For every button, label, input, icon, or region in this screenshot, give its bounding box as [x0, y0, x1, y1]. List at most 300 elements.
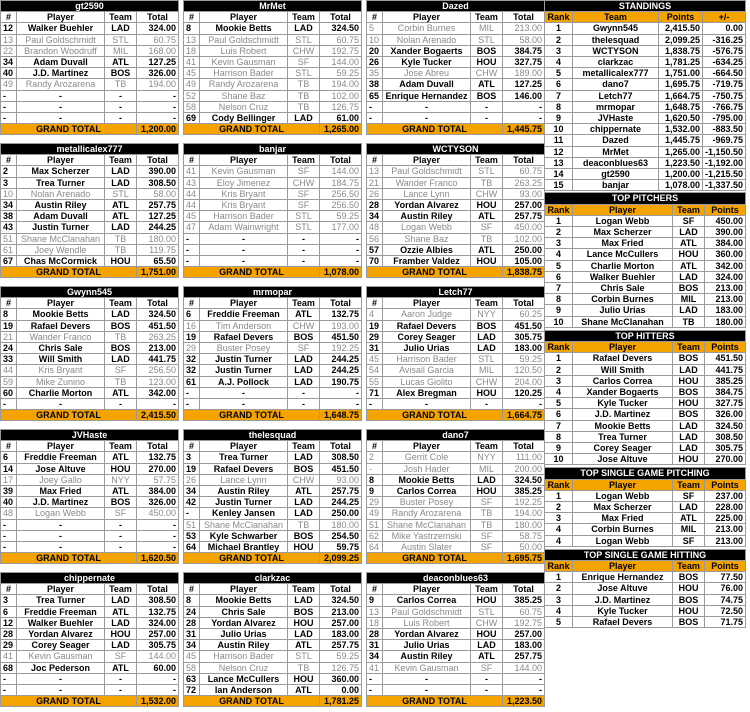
player-team: LAD [471, 343, 503, 354]
team-name: thelesquad [573, 34, 659, 45]
player-team: HOU [471, 387, 503, 398]
table-row [184, 617, 362, 628]
table-row [1, 90, 179, 101]
player-total: 58.75 [503, 530, 545, 541]
player-total: 308.50 [137, 595, 179, 606]
player-team: BOS [105, 343, 137, 354]
player-team: BOS [471, 90, 503, 101]
player-team: ATL [288, 486, 320, 497]
player-name: Jose Altuve [573, 583, 673, 594]
player-team: LAD [673, 271, 705, 282]
team-table [366, 429, 544, 564]
table-row [1, 651, 179, 662]
player-name: Wander Franco [383, 177, 471, 188]
table-row [184, 343, 362, 354]
col-header-total: Total [320, 12, 362, 23]
points: 450.00 [705, 215, 746, 226]
table-row [1, 542, 179, 553]
col-header-num: # [1, 155, 17, 166]
table-row [545, 34, 746, 45]
player-team: STL [105, 34, 137, 45]
player-number: - [1, 685, 17, 696]
table-row [184, 211, 362, 222]
table-row [367, 68, 545, 79]
team-roster-table [366, 429, 545, 564]
player-total: 256.50 [320, 200, 362, 211]
player-name: Avisail Garcia [383, 365, 471, 376]
table-row [545, 583, 746, 594]
player-total: 144.00 [137, 651, 179, 662]
table-row [184, 685, 362, 696]
player-name: Rafael Devers [573, 616, 673, 627]
player-name: Trea Turner [17, 595, 105, 606]
player-name: Shane McClanahan [573, 316, 673, 327]
player-team: LAD [105, 177, 137, 188]
table-row [367, 617, 545, 628]
player-team: HOU [288, 673, 320, 684]
table-row [367, 57, 545, 68]
table-row [1, 309, 179, 320]
player-total: 120.25 [503, 387, 545, 398]
table-row [1, 101, 179, 112]
player-name: Julio Urias [383, 343, 471, 354]
points-diff: -766.75 [703, 101, 746, 112]
player-total: 192.25 [503, 497, 545, 508]
col-header-num: # [184, 441, 200, 452]
table-row [545, 68, 746, 79]
table-row [184, 354, 362, 365]
col-header-player: Player [383, 441, 471, 452]
player-team: HOU [471, 629, 503, 640]
player-name: Mookie Betts [383, 474, 471, 485]
table-row [1, 166, 179, 177]
player-team: CHW [471, 617, 503, 628]
player-number: 52 [184, 90, 200, 101]
player-total: 180.00 [137, 233, 179, 244]
grand-total-value: 1,664.75 [503, 410, 545, 421]
grand-total-row [1, 696, 179, 707]
table-row [545, 386, 746, 397]
player-total: 60.75 [503, 606, 545, 617]
col-header-player: Player [383, 584, 471, 595]
player-team: SF [673, 490, 705, 501]
grand-total-row [184, 410, 362, 421]
table-row [545, 23, 746, 34]
player-number: 43 [184, 177, 200, 188]
table-row [545, 227, 746, 238]
player-total: 57.75 [137, 474, 179, 485]
rank: 2 [545, 227, 573, 238]
table-row [184, 79, 362, 90]
grand-total-value: 1,695.75 [503, 553, 545, 564]
grand-total-value: 1,223.50 [503, 696, 545, 707]
player-team: STL [288, 211, 320, 222]
team-table [0, 286, 178, 421]
player-team: HOU [105, 463, 137, 474]
player-name: Julio Urias [383, 640, 471, 651]
top-single-hitting-table [544, 549, 746, 628]
player-name: - [17, 673, 105, 684]
table-row [1, 331, 179, 342]
col-header-total: Total [320, 298, 362, 309]
rank: 7 [545, 283, 573, 294]
player-team: - [471, 399, 503, 410]
col-header-rank: Rank [545, 12, 573, 23]
player-team: ATL [471, 244, 503, 255]
player-team: HOU [288, 617, 320, 628]
player-total: 194.00 [503, 508, 545, 519]
player-team: BOS [673, 353, 705, 364]
player-name: Logan Webb [573, 535, 673, 546]
player-name: Shane Baz [383, 233, 471, 244]
team-table [0, 0, 178, 135]
player-number: - [367, 463, 383, 474]
player-name: Julio Urias [200, 629, 288, 640]
rank: 5 [545, 68, 573, 79]
player-total: 119.75 [137, 244, 179, 255]
player-number: - [1, 101, 17, 112]
rank: 13 [545, 157, 573, 168]
rank: 8 [545, 294, 573, 305]
player-total: 200.00 [503, 463, 545, 474]
player-name: Trea Turner [200, 452, 288, 463]
team-name: metallicalex777 [1, 144, 179, 155]
player-team: BOS [471, 45, 503, 56]
table-row [545, 101, 746, 112]
player-team: TB [471, 508, 503, 519]
table-row [545, 454, 746, 465]
table-row [184, 542, 362, 553]
player-total: - [503, 101, 545, 112]
player-number: 10 [367, 34, 383, 45]
rank: 1 [545, 353, 573, 364]
player-total: 123.00 [137, 376, 179, 387]
player-team: SF [288, 200, 320, 211]
col-header-player: Player [383, 155, 471, 166]
table-row [367, 320, 545, 331]
table-row [1, 45, 179, 56]
player-number: 35 [367, 68, 383, 79]
player-number: - [184, 399, 200, 410]
table-row [367, 256, 545, 267]
player-team: MIL [471, 365, 503, 376]
player-name: Logan Webb [17, 508, 105, 519]
player-total: 257.75 [137, 200, 179, 211]
rank: 15 [545, 180, 573, 191]
top-hitters-table [544, 330, 746, 465]
player-team: TB [471, 233, 503, 244]
player-number: 68 [1, 662, 17, 673]
player-team: LAD [288, 629, 320, 640]
table-row [184, 113, 362, 124]
player-number: 3 [184, 452, 200, 463]
team-table [0, 572, 178, 707]
player-number: - [1, 530, 17, 541]
table-row [1, 256, 179, 267]
player-number: 29 [184, 343, 200, 354]
col-header-diff: +/- [703, 12, 746, 23]
points: 1,751.00 [659, 68, 703, 79]
table-row [184, 188, 362, 199]
player-team: - [471, 113, 503, 124]
player-total: 244.25 [320, 497, 362, 508]
table-row [1, 474, 179, 485]
player-name: Corey Seager [573, 442, 673, 453]
player-name: - [17, 685, 105, 696]
player-team: ATL [105, 486, 137, 497]
team-name: clarkzac [184, 573, 362, 584]
player-team: LAD [471, 331, 503, 342]
grand-total-row [1, 124, 179, 135]
grand-total-row [184, 267, 362, 278]
table-row [184, 497, 362, 508]
player-number: 41 [367, 662, 383, 673]
table-row [184, 530, 362, 541]
player-team: LAD [288, 508, 320, 519]
grand-total-value: 1,532.00 [137, 696, 179, 707]
player-number: 29 [1, 640, 17, 651]
player-name: Max Scherzer [573, 227, 673, 238]
table-row [184, 376, 362, 387]
table-row [545, 316, 746, 327]
player-total: 324.00 [137, 23, 179, 34]
player-number: 19 [1, 320, 17, 331]
grand-total-label: GRAND TOTAL [1, 267, 137, 278]
player-number: 39 [1, 486, 17, 497]
team-name: MrMet [573, 146, 659, 157]
team-roster-table [366, 0, 545, 135]
table-row [184, 256, 362, 267]
player-number: 51 [367, 519, 383, 530]
player-name: Trea Turner [17, 177, 105, 188]
col-header-team: Team [673, 204, 705, 215]
table-row [367, 34, 545, 45]
col-header-total: Total [320, 584, 362, 595]
grand-total-row [1, 553, 179, 564]
col-header-player: Player [17, 441, 105, 452]
player-number: 49 [1, 79, 17, 90]
table-row [545, 146, 746, 157]
team-name: deaconblues63 [367, 573, 545, 584]
player-total: 102.00 [320, 90, 362, 101]
team-table [0, 429, 178, 564]
table-row [184, 320, 362, 331]
player-team: - [105, 399, 137, 410]
player-team: - [105, 685, 137, 696]
player-team: LAD [288, 113, 320, 124]
player-team: HOU [673, 398, 705, 409]
col-header-player: Player [17, 584, 105, 595]
player-number: 9 [367, 486, 383, 497]
col-header-player: Player [17, 155, 105, 166]
points: 1,838.75 [659, 45, 703, 56]
player-name: Walker Buehler [17, 617, 105, 628]
player-total: 270.00 [137, 463, 179, 474]
table-row [367, 188, 545, 199]
player-total: 126.75 [320, 101, 362, 112]
player-total: - [503, 113, 545, 124]
player-team: NYY [105, 474, 137, 485]
player-total: 132.75 [137, 452, 179, 463]
player-team: - [288, 256, 320, 267]
player-name: Freddie Freeman [17, 606, 105, 617]
table-row [184, 508, 362, 519]
player-number: 45 [367, 354, 383, 365]
player-total: 441.75 [137, 354, 179, 365]
player-team: MIL [105, 45, 137, 56]
player-number: 2 [1, 166, 17, 177]
player-name: Xander Bogaerts [573, 386, 673, 397]
player-number: 44 [184, 200, 200, 211]
col-header-num: # [367, 584, 383, 595]
points: 77.50 [705, 572, 746, 583]
player-name: - [200, 244, 288, 255]
table-row [1, 244, 179, 255]
player-total: 120.50 [503, 365, 545, 376]
player-team: - [105, 673, 137, 684]
top-hitters-table-title: TOP HITTERS [545, 330, 746, 341]
player-team: TB [288, 519, 320, 530]
points: 1,648.75 [659, 101, 703, 112]
points: 324.50 [705, 420, 746, 431]
points: 270.00 [705, 454, 746, 465]
player-total: 450.00 [137, 508, 179, 519]
player-name: - [200, 256, 288, 267]
player-team: LAD [105, 309, 137, 320]
table-row [367, 452, 545, 463]
player-number: 28 [1, 629, 17, 640]
player-team: LAD [288, 23, 320, 34]
col-header-num: # [1, 584, 17, 595]
player-number: 16 [184, 320, 200, 331]
col-header-team: Team [288, 584, 320, 595]
player-name: Joc Pederson [17, 662, 105, 673]
player-number: - [184, 233, 200, 244]
grand-total-label: GRAND TOTAL [367, 124, 503, 135]
player-name: Harrison Bader [383, 354, 471, 365]
table-row [545, 409, 746, 420]
player-name: Chris Sale [200, 606, 288, 617]
player-number: 45 [184, 651, 200, 662]
player-number: 64 [184, 542, 200, 553]
player-name: Mike Zunino [17, 376, 105, 387]
player-name: Nelson Cruz [200, 101, 288, 112]
grand-total-value: 1,648.75 [320, 410, 362, 421]
player-team: ATL [471, 79, 503, 90]
player-name: Carlos Correa [383, 595, 471, 606]
player-team: BOS [471, 320, 503, 331]
player-team: ATL [673, 238, 705, 249]
rank: 9 [545, 305, 573, 316]
grand-total-label: GRAND TOTAL [1, 553, 137, 564]
player-team: ATL [471, 211, 503, 222]
points: 1,620.50 [659, 113, 703, 124]
col-header-team: Team [288, 441, 320, 452]
player-name: Mookie Betts [17, 309, 105, 320]
player-total: 257.00 [320, 617, 362, 628]
player-number: 31 [367, 343, 383, 354]
player-name: Max Fried [573, 513, 673, 524]
player-total: 384.75 [503, 45, 545, 56]
table-row [367, 542, 545, 553]
rank: 3 [545, 594, 573, 605]
team-roster-table [0, 143, 179, 278]
team-name: Gwynn545 [1, 287, 179, 298]
table-row [545, 364, 746, 375]
points: 74.75 [705, 594, 746, 605]
player-number: 19 [367, 320, 383, 331]
table-row [367, 474, 545, 485]
player-total: 59.25 [320, 651, 362, 662]
player-team: BOS [673, 386, 705, 397]
points-diff: -1,215.50 [703, 169, 746, 180]
table-row [367, 244, 545, 255]
rank: 3 [545, 375, 573, 386]
player-name: Kris Bryant [17, 365, 105, 376]
team-name: mrmopar [573, 101, 659, 112]
player-total: 257.00 [503, 200, 545, 211]
team-name: banjar [184, 144, 362, 155]
points: 305.75 [705, 442, 746, 453]
player-total: 451.50 [137, 320, 179, 331]
team-table [366, 572, 544, 707]
table-row [1, 23, 179, 34]
col-header-player: Player [573, 560, 673, 571]
player-team: STL [471, 606, 503, 617]
team-roster-table [183, 0, 362, 135]
col-header-team: Team [105, 12, 137, 23]
rank: 11 [545, 135, 573, 146]
player-total: 342.00 [137, 387, 179, 398]
table-row [1, 200, 179, 211]
player-name: Austin Riley [200, 486, 288, 497]
rank: 5 [545, 616, 573, 627]
table-row [184, 34, 362, 45]
player-total: 132.75 [320, 309, 362, 320]
player-total: 127.25 [503, 79, 545, 90]
team-table [183, 143, 361, 278]
player-name: Logan Webb [573, 490, 673, 501]
table-row [367, 595, 545, 606]
player-team: SF [288, 166, 320, 177]
table-row [367, 530, 545, 541]
points-diff: -576.75 [703, 45, 746, 56]
player-team: ATL [105, 200, 137, 211]
table-row [367, 606, 545, 617]
col-header-total: Total [320, 155, 362, 166]
player-number: 67 [1, 256, 17, 267]
player-team: STL [471, 354, 503, 365]
col-header-num: # [367, 12, 383, 23]
player-total: 450.00 [503, 222, 545, 233]
player-total: - [137, 90, 179, 101]
player-team: LAD [288, 452, 320, 463]
player-total: 192.25 [320, 343, 362, 354]
player-team: MIL [471, 463, 503, 474]
rank: 1 [545, 23, 573, 34]
table-row [184, 387, 362, 398]
player-number: 45 [184, 68, 200, 79]
rank: 3 [545, 45, 573, 56]
player-name: Kyle Tucker [383, 57, 471, 68]
table-row [367, 113, 545, 124]
player-team: SF [288, 188, 320, 199]
rank: 3 [545, 238, 573, 249]
table-row [545, 260, 746, 271]
player-number: 53 [184, 530, 200, 541]
player-team: TB [288, 101, 320, 112]
player-team: LAD [288, 376, 320, 387]
